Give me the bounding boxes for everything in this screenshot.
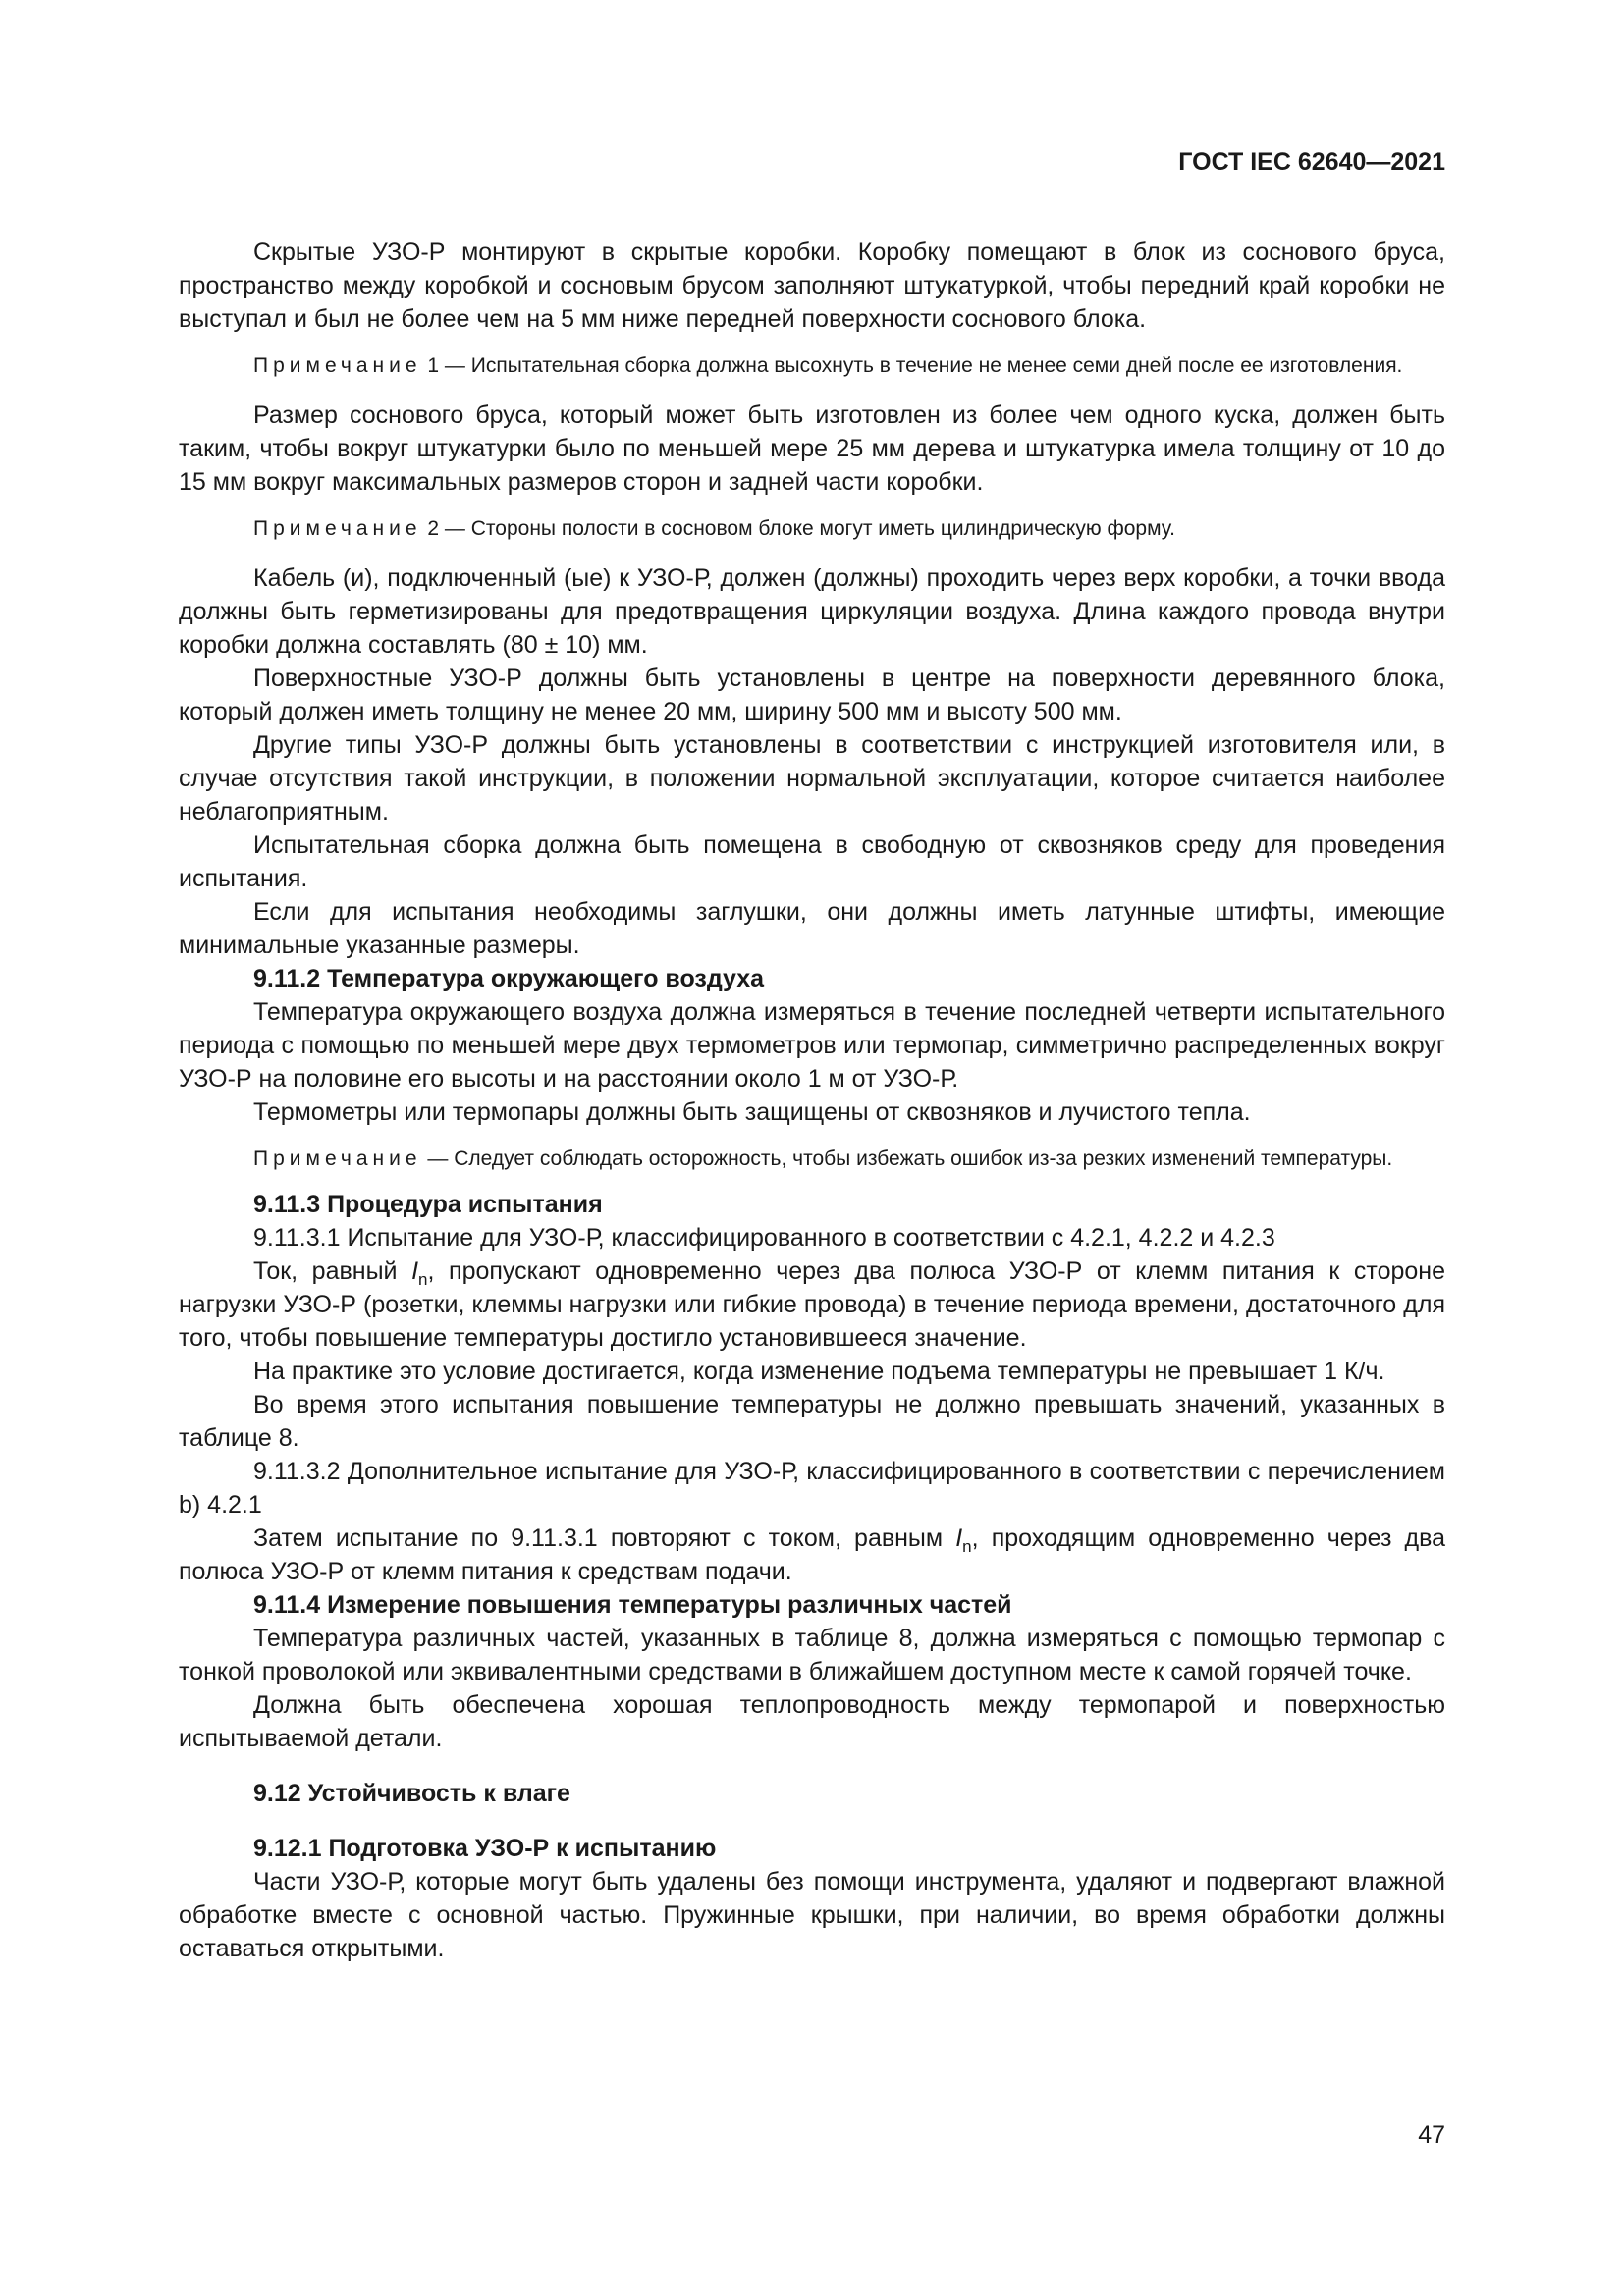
paragraph: Должна быть обеспечена хорошая теплопроводность между термопарой и поверхностью испытываемой детали. xyxy=(179,1691,1445,1752)
note-label: Примечание xyxy=(253,517,422,540)
note-2 xyxy=(179,514,1445,544)
paragraph: 9.11.3.1 Испытание для УЗО-Р, классифицированного в соответствии с 4.2.1, 4.2.2 и 4.2.3 xyxy=(253,1224,1275,1252)
note-text: — Следует соблюдать осторожность, чтобы избежать ошибок из-за резких изменений температуры. xyxy=(421,1148,1393,1170)
paragraph: Другие типы УЗО-Р должны быть установлены в соответствии с инструкцией изготовителя или, в случае отсутствия такой инструкции, в положении нормальной эксплуатации, которое считается наиболее неблагоприятным. xyxy=(179,731,1445,826)
paragraph: Размер соснового бруса, который может быть изготовлен из более чем одного куска, должен быть таким, чтобы вокруг штукатурки было по меньшей мере 25 мм дерева и штукатурка имела толщину от 10 до 15 мм вокруг максимальных размеров сторон и задней части коробки. xyxy=(179,401,1445,496)
paragraph: Если для испытания необходимы заглушки, они должны иметь латунные штифты, имеющие минимальные указанные размеры. xyxy=(179,898,1445,959)
paragraph: Термометры или термопары должны быть защищены от сквозняков и лучистого тепла. xyxy=(253,1098,1251,1126)
section-heading: 9.11.3 Процедура испытания xyxy=(253,1191,603,1218)
section-heading: 9.12 Устойчивость к влаге xyxy=(253,1780,570,1807)
paragraph: Температура окружающего воздуха должна измеряться в течение последней четверти испытательного периода с помощью по меньшей мере двух термометров или термопар, симметрично распределенных вокруг УЗО-Р на половине его высоты и на расстоянии около 1 м от УЗО-Р. xyxy=(179,998,1445,1093)
text-run: Затем испытание по 9.11.3.1 повторяют с током, равным xyxy=(253,1524,956,1552)
text-run: Ток, равный xyxy=(253,1257,412,1285)
note-label: Примечание xyxy=(253,1148,422,1170)
paragraph: Скрытые УЗО-Р монтируют в скрытые коробки. Коробку помещают в блок из соснового бруса, пространство между коробкой и сосновым брусом заполняют штукатуркой, чтобы передний край коробки не выступал и был не более чем на 5 мм ниже передней поверхности соснового блока. xyxy=(179,239,1445,333)
paragraph: Поверхностные УЗО-Р должны быть установлены в центре на поверхности деревянного блока, который должен иметь толщину не менее 20 мм, ширину 500 мм и высоту 500 мм. xyxy=(179,665,1445,725)
current-subscript: n xyxy=(418,1270,428,1289)
section-heading: 9.11.4 Измерение повышения температуры различных частей xyxy=(253,1591,1012,1619)
paragraph: 9.11.3.2 Дополнительное испытание для УЗО-Р, классифицированного в соответствии с перечислением b) 4.2.1 xyxy=(179,1458,1445,1519)
paragraph xyxy=(179,1255,1445,1355)
paragraph xyxy=(179,1522,1445,1588)
section-heading: 9.12.1 Подготовка УЗО-Р к испытанию xyxy=(253,1835,717,1862)
paragraph: На практике это условие достигается, когда изменение подъема температуры не превышает 1 К/ч. xyxy=(253,1358,1385,1385)
section-heading: 9.11.2 Температура окружающего воздуха xyxy=(253,965,765,992)
text-run: , пропускают одновременно через два полюса УЗО-Р от клемм питания к стороне нагрузки УЗО-Р (розетки, клеммы нагрузки или гибкие провода) в течение периода времени, достаточного для того, чтобы повышение температуры достигло установившееся значение. xyxy=(179,1257,1445,1352)
note-label: Примечание xyxy=(253,354,422,377)
note-3 xyxy=(179,1145,1445,1174)
note-text: 1 — Испытательная сборка должна высохнуть в течение не менее семи дней после ее изготовления. xyxy=(421,354,1403,377)
paragraph: Температура различных частей, указанных в таблице 8, должна измеряться с помощью термопар с тонкой проволокой или эквивалентными средствами в ближайшем доступном месте к самой горячей точке. xyxy=(179,1625,1445,1685)
note-1 xyxy=(179,351,1445,381)
text-run: , проходящим одновременно через два полюса УЗО-Р от клемм питания к средствам подачи. xyxy=(179,1524,1446,1585)
current-symbol: I xyxy=(955,1524,963,1552)
current-symbol: I xyxy=(411,1257,419,1285)
current-subscript: n xyxy=(962,1537,972,1556)
paragraph: Кабель (и), подключенный (ые) к УЗО-Р, должен (должны) проходить через верх коробки, а точки ввода должны быть герметизированы для предотвращения циркуляции воздуха. Длина каждого провода внутри коробки должна составлять (80 ± 10) мм. xyxy=(179,564,1445,659)
paragraph: Части УЗО-Р, которые могут быть удалены без помощи инструмента, удаляют и подвергают влажной обработке вместе с основной частью. Пружинные крышки, при наличии, во время обработки должны оставаться открытыми. xyxy=(179,1868,1445,1962)
paragraph: Во время этого испытания повышение температуры не должно превышать значений, указанных в таблице 8. xyxy=(179,1391,1445,1452)
paragraph: Испытательная сборка должна быть помещена в свободную от сквозняков среду для проведения испытания. xyxy=(179,831,1445,892)
page-number: 47 xyxy=(1418,2121,1445,2149)
note-text: 2 — Стороны полости в сосновом блоке могут иметь цилиндрическую форму. xyxy=(421,517,1175,540)
document-id-header: ГОСТ IEC 62640—2021 xyxy=(1178,148,1445,176)
